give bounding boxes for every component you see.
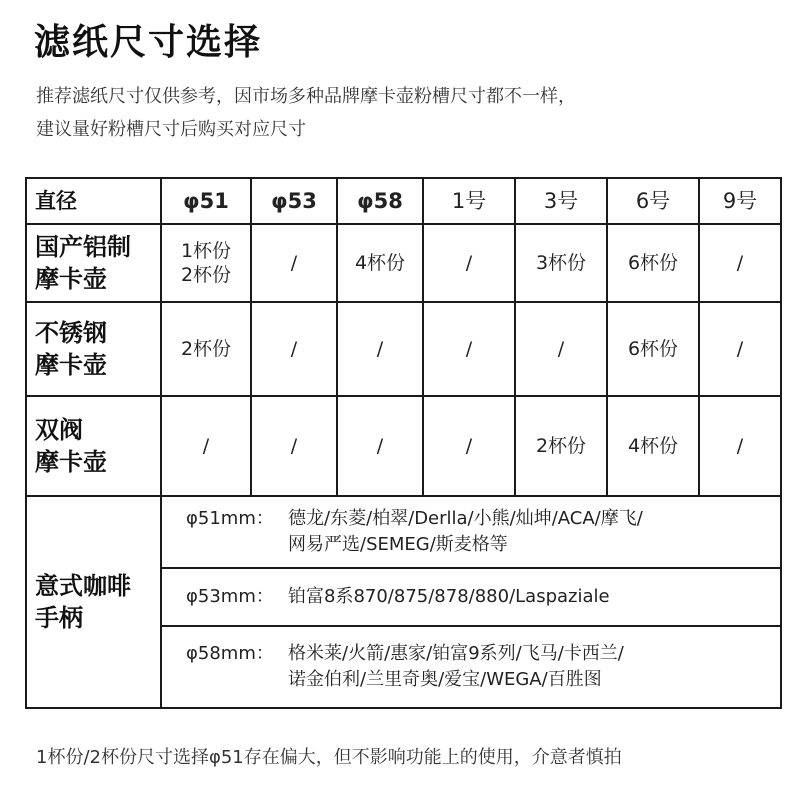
table-row bbox=[26, 224, 781, 302]
cell-value: / bbox=[290, 435, 298, 457]
cell-value: / bbox=[736, 252, 744, 274]
espresso-brand-list bbox=[288, 584, 780, 610]
cell-value: / bbox=[376, 338, 384, 360]
cell-value: / bbox=[376, 435, 384, 457]
brand-line: 铂富8系870/875/878/880/Laspaziale bbox=[288, 586, 610, 607]
row-label-aluminum-moka bbox=[26, 224, 161, 302]
header-no1: 1号 bbox=[423, 178, 515, 224]
brand-line: 诺金伯利/兰里奇奥/爱宝/WEGA/百胜图 bbox=[288, 669, 602, 690]
table-cell bbox=[699, 224, 781, 302]
cell-value: / bbox=[465, 435, 473, 457]
footer-note: 1杯份/2杯份尺寸选择φ51存在偏大，但不影响功能上的使用，介意者慎拍 bbox=[36, 747, 622, 768]
brand-line: 格米莱/火箭/惠家/铂富9系列/飞马/卡西兰/ bbox=[288, 643, 624, 664]
cell-value: / bbox=[465, 252, 473, 274]
table-cell bbox=[515, 396, 607, 496]
cell-value: 1杯份 bbox=[180, 240, 232, 262]
brand-line: 网易严选/SEMEG/斯麦格等 bbox=[288, 534, 508, 555]
espresso-size: φ58mm： bbox=[186, 643, 274, 664]
cell-value: / bbox=[202, 435, 210, 457]
espresso-entry-phi51 bbox=[161, 496, 781, 568]
subtitle-line: 建议量好粉槽尺寸后购买对应尺寸 bbox=[36, 119, 306, 140]
row-label-line: 手柄 bbox=[35, 604, 83, 632]
row-label-line: 双阀 bbox=[35, 416, 83, 444]
filter-size-table bbox=[25, 177, 782, 709]
table-cell bbox=[515, 224, 607, 302]
table-cell bbox=[423, 396, 515, 496]
espresso-brand-list bbox=[288, 641, 780, 693]
table-cell bbox=[337, 396, 423, 496]
row-label-line: 国产铝制 bbox=[35, 233, 131, 261]
table-cell bbox=[607, 396, 699, 496]
page-title: 滤纸尺寸选择 bbox=[34, 22, 263, 63]
header-phi58: φ58 bbox=[337, 178, 423, 224]
table-cell bbox=[699, 302, 781, 396]
cell-value: 6杯份 bbox=[627, 338, 679, 360]
cell-value: / bbox=[290, 338, 298, 360]
cell-value: / bbox=[736, 338, 744, 360]
table-cell bbox=[161, 302, 251, 396]
table-row bbox=[26, 396, 781, 496]
cell-value: 6杯份 bbox=[627, 252, 679, 274]
row-label-line: 不锈钢 bbox=[35, 319, 107, 347]
cell-value: / bbox=[290, 252, 298, 274]
espresso-entry-phi58 bbox=[161, 626, 781, 708]
header-diameter: 直径 bbox=[26, 178, 161, 224]
table-header-row bbox=[26, 178, 781, 224]
cell-value: 2杯份 bbox=[535, 435, 587, 457]
cell-value: 2杯份 bbox=[180, 338, 232, 360]
table-cell bbox=[607, 224, 699, 302]
table-cell bbox=[423, 302, 515, 396]
espresso-entry-phi53 bbox=[161, 568, 781, 626]
table-row bbox=[26, 496, 781, 568]
table-cell bbox=[251, 224, 337, 302]
table-cell bbox=[699, 396, 781, 496]
cell-value: / bbox=[736, 435, 744, 457]
table-cell bbox=[251, 302, 337, 396]
subtitle-line: 推荐滤纸尺寸仅供参考，因市场多种品牌摩卡壶粉槽尺寸都不一样， bbox=[36, 86, 576, 107]
row-label-steel-moka bbox=[26, 302, 161, 396]
row-label-line: 摩卡壶 bbox=[35, 265, 107, 293]
espresso-size: φ51mm： bbox=[186, 508, 274, 529]
table-cell bbox=[161, 224, 251, 302]
espresso-brand-list bbox=[288, 506, 780, 558]
header-no3: 3号 bbox=[515, 178, 607, 224]
cell-value: / bbox=[465, 338, 473, 360]
cell-value: 3杯份 bbox=[535, 252, 587, 274]
header-phi51: φ51 bbox=[161, 178, 251, 224]
header-no6: 6号 bbox=[607, 178, 699, 224]
table-cell bbox=[251, 396, 337, 496]
header-no9: 9号 bbox=[699, 178, 781, 224]
row-label-line: 意式咖啡 bbox=[35, 572, 131, 600]
cell-value: 4杯份 bbox=[627, 435, 679, 457]
table-cell bbox=[515, 302, 607, 396]
table-cell bbox=[337, 302, 423, 396]
page-subtitle bbox=[36, 80, 776, 146]
row-label-espresso-handle bbox=[26, 496, 161, 708]
cell-value: 2杯份 bbox=[180, 264, 232, 286]
table-row bbox=[26, 302, 781, 396]
table-cell bbox=[161, 396, 251, 496]
table-cell bbox=[423, 224, 515, 302]
brand-line: 德龙/东菱/柏翠/Derlla/小熊/灿坤/ACA/摩飞/ bbox=[288, 508, 643, 529]
table-cell bbox=[607, 302, 699, 396]
row-label-line: 摩卡壶 bbox=[35, 351, 107, 379]
row-label-line: 摩卡壶 bbox=[35, 448, 107, 476]
table-cell bbox=[337, 224, 423, 302]
espresso-size: φ53mm： bbox=[186, 586, 274, 607]
cell-value: 4杯份 bbox=[354, 252, 406, 274]
cell-value: / bbox=[557, 338, 565, 360]
header-phi53: φ53 bbox=[251, 178, 337, 224]
row-label-dual-valve-moka bbox=[26, 396, 161, 496]
